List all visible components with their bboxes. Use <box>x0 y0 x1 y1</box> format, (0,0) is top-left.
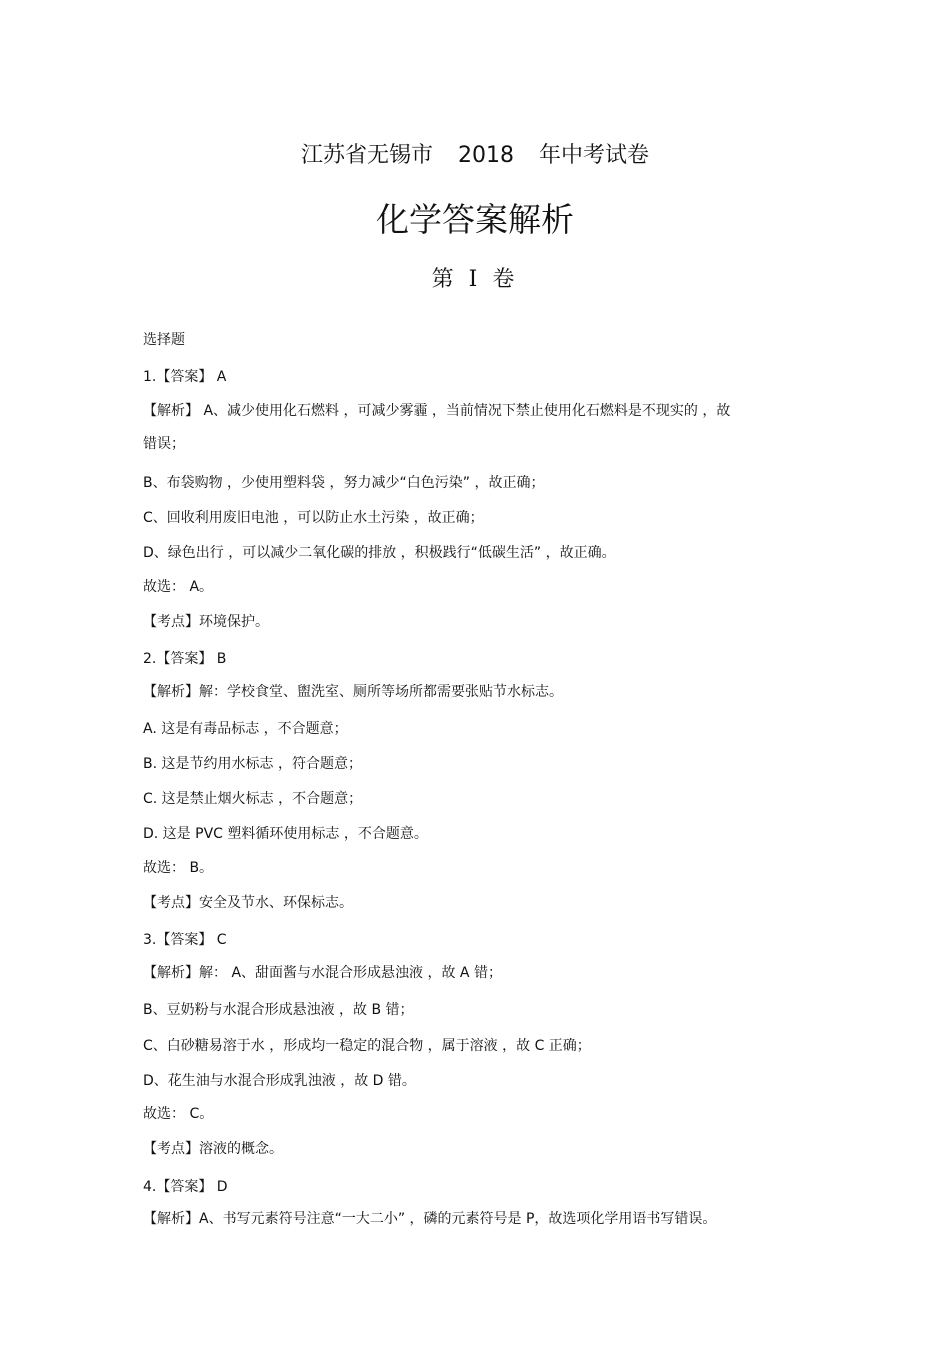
analysis-line: B、布袋购物 ，少使用塑料袋 ，努力减少“白色污染” ，故正确； <box>143 475 545 491</box>
analysis-line: 错误； <box>143 436 185 452</box>
analysis-line: B、豆奶粉与水混合形成悬浊液 ，故 B 错； <box>143 1002 414 1018</box>
analysis-line: C、白砂糖易溶于水 ，形成均一稳定的混合物 ，属于溶液 ，故 C 正确； <box>143 1038 591 1054</box>
topic-line: 【考点】环境保护。 <box>143 614 269 630</box>
analysis-line: D. 这是 PVC 塑料循环使用标志 ，不合题意。 <box>143 826 428 842</box>
analysis-line: 【解析】A、书写元素符号注意“一大二小” ，磷的元素符号是 P，故选项化学用语书写错误。 <box>143 1211 717 1227</box>
subject-title: 化学答案解析 <box>376 200 574 239</box>
answer-line: 4.【答案】 D <box>143 1179 228 1195</box>
analysis-line: B. 这是节约用水标志 ，符合题意； <box>143 756 362 772</box>
answer-line: 2.【答案】 B <box>143 651 227 667</box>
choice-line: 故选： A。 <box>143 579 214 595</box>
answer-line: 1.【答案】 A <box>143 369 227 385</box>
analysis-line: C. 这是禁止烟火标志 ，不合题意； <box>143 791 363 807</box>
volume-title: 第 I 卷 <box>431 267 519 292</box>
analysis-line: D、绿色出行 ，可以减少二氧化碳的排放 ，积极践行“低碳生活” ，故正确。 <box>143 545 616 561</box>
analysis-line: C、回收利用废旧电池 ，可以防止水土污染 ，故正确； <box>143 510 484 526</box>
section-heading: 选择题 <box>143 332 185 348</box>
answer-line: 3.【答案】 C <box>143 932 227 948</box>
topic-line: 【考点】溶液的概念。 <box>143 1141 283 1157</box>
analysis-line: 【解析】解：学校食堂、盥洗室、厕所等场所都需要张贴节水标志。 <box>143 684 563 700</box>
analysis-line: D、花生油与水混合形成乳浊液 ，故 D 错。 <box>143 1073 416 1089</box>
choice-line: 故选： B。 <box>143 860 214 876</box>
choice-line: 故选： C。 <box>143 1106 214 1122</box>
analysis-line: 【解析】 A、减少使用化石燃料 ，可减少雾霾 ，当前情况下禁止使用化石燃料是不现实的 ，故 <box>143 403 731 419</box>
analysis-line: 【解析】解： A、甜面酱与水混合形成悬浊液 ，故 A 错； <box>143 965 502 981</box>
analysis-line: A. 这是有毒品标志 ，不合题意； <box>143 721 348 737</box>
topic-line: 【考点】安全及节水、环保标志。 <box>143 895 353 911</box>
exam-title: 江苏省无锡市 2018 年中考试卷 <box>301 143 649 168</box>
